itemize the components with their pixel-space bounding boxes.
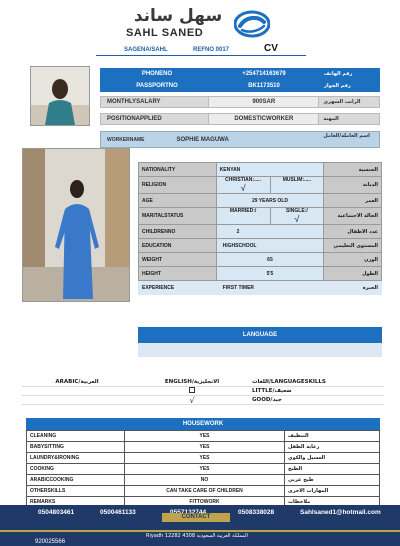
position-row — [100, 113, 380, 125]
height-label: HEIGHT — [139, 267, 217, 281]
footer — [0, 505, 400, 546]
experience-row — [139, 281, 382, 295]
education-label: EDUCATION — [139, 239, 217, 253]
nationality-label: NATIONALITY — [139, 163, 217, 177]
housework-label: LAUNDRY&IRONING — [27, 453, 125, 464]
table-row — [27, 475, 380, 486]
housework-arabic-label: ملاحظات — [285, 497, 380, 508]
housework-label: ARABICCOOKING — [27, 475, 125, 486]
full-body-photo — [22, 148, 130, 302]
reference-line — [0, 44, 400, 58]
religion-muslim-label: MUSLIM:..... — [282, 177, 312, 183]
marital-row — [139, 208, 382, 225]
english-little-checkbox — [189, 387, 195, 393]
table-row — [27, 431, 380, 442]
table-row — [27, 453, 380, 464]
salary-value: 900SAR — [208, 97, 319, 107]
phone-value: +254714163679 — [242, 71, 286, 77]
full-body-photo-icon — [23, 149, 129, 301]
footer-phone-2[interactable]: 0500461133 — [100, 509, 136, 516]
footer-email[interactable]: Sahlsaned1@hotmail.com — [300, 509, 381, 516]
religion-row — [139, 177, 382, 194]
portrait-photo — [30, 66, 90, 126]
table-row — [27, 442, 380, 453]
table-row — [27, 464, 380, 475]
religion-arabic-label: الديانة — [324, 177, 382, 194]
passport-row — [100, 80, 380, 92]
marital-married-cell — [216, 208, 270, 225]
footer-cr-number: 920025566 — [35, 539, 66, 545]
religion-muslim-cell — [270, 177, 324, 194]
portrait-photo-icon — [31, 67, 89, 125]
housework-label: OTHERSKILLS — [27, 486, 125, 497]
position-arabic-label: المهنة — [323, 116, 339, 122]
weight-arabic-label: الوزن — [324, 253, 382, 267]
children-value: 2 — [216, 225, 324, 239]
marital-married-label: MARRIED:/ — [229, 208, 257, 214]
children-label: CHILDRENNO — [139, 225, 217, 239]
cv-title: CV — [264, 43, 278, 54]
language-skills — [22, 378, 384, 405]
housework-value: FITTOWORK — [125, 497, 285, 508]
experience-value: FIRST TIMER — [216, 281, 324, 295]
marital-single-check-icon: √ — [294, 214, 300, 224]
experience-label: EXPERIENCE — [139, 281, 217, 295]
passport-arabic-label: رقم الجواز — [324, 83, 351, 89]
marital-arabic-label: الحالة الاجتماعية — [324, 208, 382, 225]
contact-tab: CONTACT — [162, 513, 230, 522]
weight-label: WEIGHT — [139, 253, 217, 267]
housework-table — [26, 430, 380, 508]
footer-stripe — [0, 530, 400, 532]
housework-label: BABYSITTING — [27, 442, 125, 453]
marital-single-label: SINGLE:/ — [286, 208, 308, 214]
housework-value: CAN TAKE CARE OF CHILDREN — [125, 486, 285, 497]
religion-christian-cell — [216, 177, 270, 194]
logo-arabic-text: سهل ساند — [133, 6, 223, 26]
height-arabic-label: الطول — [324, 267, 382, 281]
passport-label: PASSPORTNO — [136, 83, 178, 89]
education-value: HIGHSCHOOL — [216, 239, 324, 253]
weight-value: 65 — [216, 253, 324, 267]
language-header-row — [22, 378, 384, 387]
housework-label: CLEANING — [27, 431, 125, 442]
height-row — [139, 267, 382, 281]
housework-value: NO — [125, 475, 285, 486]
good-label: GOOD/جيد — [252, 397, 282, 403]
nationality-row — [139, 163, 382, 177]
footer-address: Riyadh 12282 4308 المملكة العربية السعودية — [146, 533, 248, 539]
religion-label: RELIGION — [139, 177, 217, 194]
position-label: POSITIONAPPLIED — [107, 116, 162, 122]
language-good-row — [22, 396, 384, 405]
language-band: LANGUAGE — [138, 327, 382, 343]
table-row — [27, 486, 380, 497]
housework-value: YES — [125, 442, 285, 453]
worker-name-label: WORKERNAME — [107, 136, 145, 143]
salary-arabic-label: الراتب الشهري — [323, 99, 361, 105]
housework-value: YES — [125, 464, 285, 475]
phone-arabic-label: رقم الهاتف — [324, 71, 353, 77]
divider — [96, 55, 306, 56]
housework-arabic-label: الطبخ — [285, 464, 380, 475]
housework-label: REMARKS — [27, 497, 125, 508]
children-row — [139, 225, 382, 239]
worker-name-value: SOPHIE MAGUWA — [176, 136, 229, 143]
phone-row — [100, 68, 380, 80]
worker-name-row — [100, 131, 380, 148]
age-arabic-label: العمر — [324, 194, 382, 208]
logo-english-text: SAHL SANED — [126, 27, 204, 39]
phone-label: PHONENO — [141, 71, 173, 77]
weight-row — [139, 253, 382, 267]
nationality-arabic-label: الجنسية — [324, 163, 382, 177]
marital-label: MARITALSTATUS — [139, 208, 217, 225]
personal-details-table — [138, 162, 382, 295]
footer-phone-4[interactable]: 0508338028 — [238, 509, 275, 516]
religion-christian-label: CHRISTIAN:..... — [225, 177, 261, 183]
arabic-column-label: ARABIC/العربية — [55, 379, 99, 385]
housework-arabic-label: رعاية الطفل — [285, 442, 380, 453]
housework-arabic-label: الغسيل والكوي — [285, 453, 380, 464]
worker-name-arabic-label: اسم العاملة/العامل — [323, 133, 370, 139]
salary-label: MONTHLYSALARY — [107, 99, 161, 105]
housework-value: YES — [125, 431, 285, 442]
position-value: DOMESTICWORKER — [208, 114, 319, 124]
ref-number: REFNO 0017 — [193, 47, 230, 53]
english-column-label: ENGLISH/الانجليزية — [164, 379, 220, 385]
housework-value: YES — [125, 453, 285, 464]
height-value: 5'5 — [216, 267, 324, 281]
logo-mark-icon — [234, 10, 270, 38]
marital-single-cell — [270, 208, 324, 225]
education-arabic-label: المستوى التعليمي — [324, 239, 382, 253]
footer-phone-1[interactable]: 0504803461 — [38, 509, 75, 516]
little-label: LITTLE/ضعيف — [252, 388, 292, 394]
passport-value: BK1173510 — [248, 83, 280, 89]
housework-arabic-label: طبخ عربي — [285, 475, 380, 486]
language-skills-label: اللغات/LANGUAGESKILLS — [252, 379, 326, 385]
age-value: 29 YEARS OLD — [216, 194, 324, 208]
nationality-value: KENYAN — [216, 163, 324, 177]
language-band-shade — [138, 343, 382, 357]
housework-label: COOKING — [27, 464, 125, 475]
education-row — [139, 239, 382, 253]
english-good-check-icon: √ — [189, 395, 195, 405]
salary-row — [100, 96, 380, 108]
sagena-label: SAGENA/SAHL — [124, 47, 168, 53]
children-arabic-label: عدد الاطفال — [324, 225, 382, 239]
company-logo — [124, 8, 274, 42]
housework-band: HOUSEWORK — [26, 418, 380, 430]
experience-arabic-label: الخبرة — [324, 281, 382, 295]
housework-arabic-label: المهارات الاخرى — [285, 486, 380, 497]
religion-christian-check-icon: √ — [240, 183, 246, 193]
housework-arabic-label: التنظيف — [285, 431, 380, 442]
age-label: AGE — [139, 194, 217, 208]
age-row — [139, 194, 382, 208]
